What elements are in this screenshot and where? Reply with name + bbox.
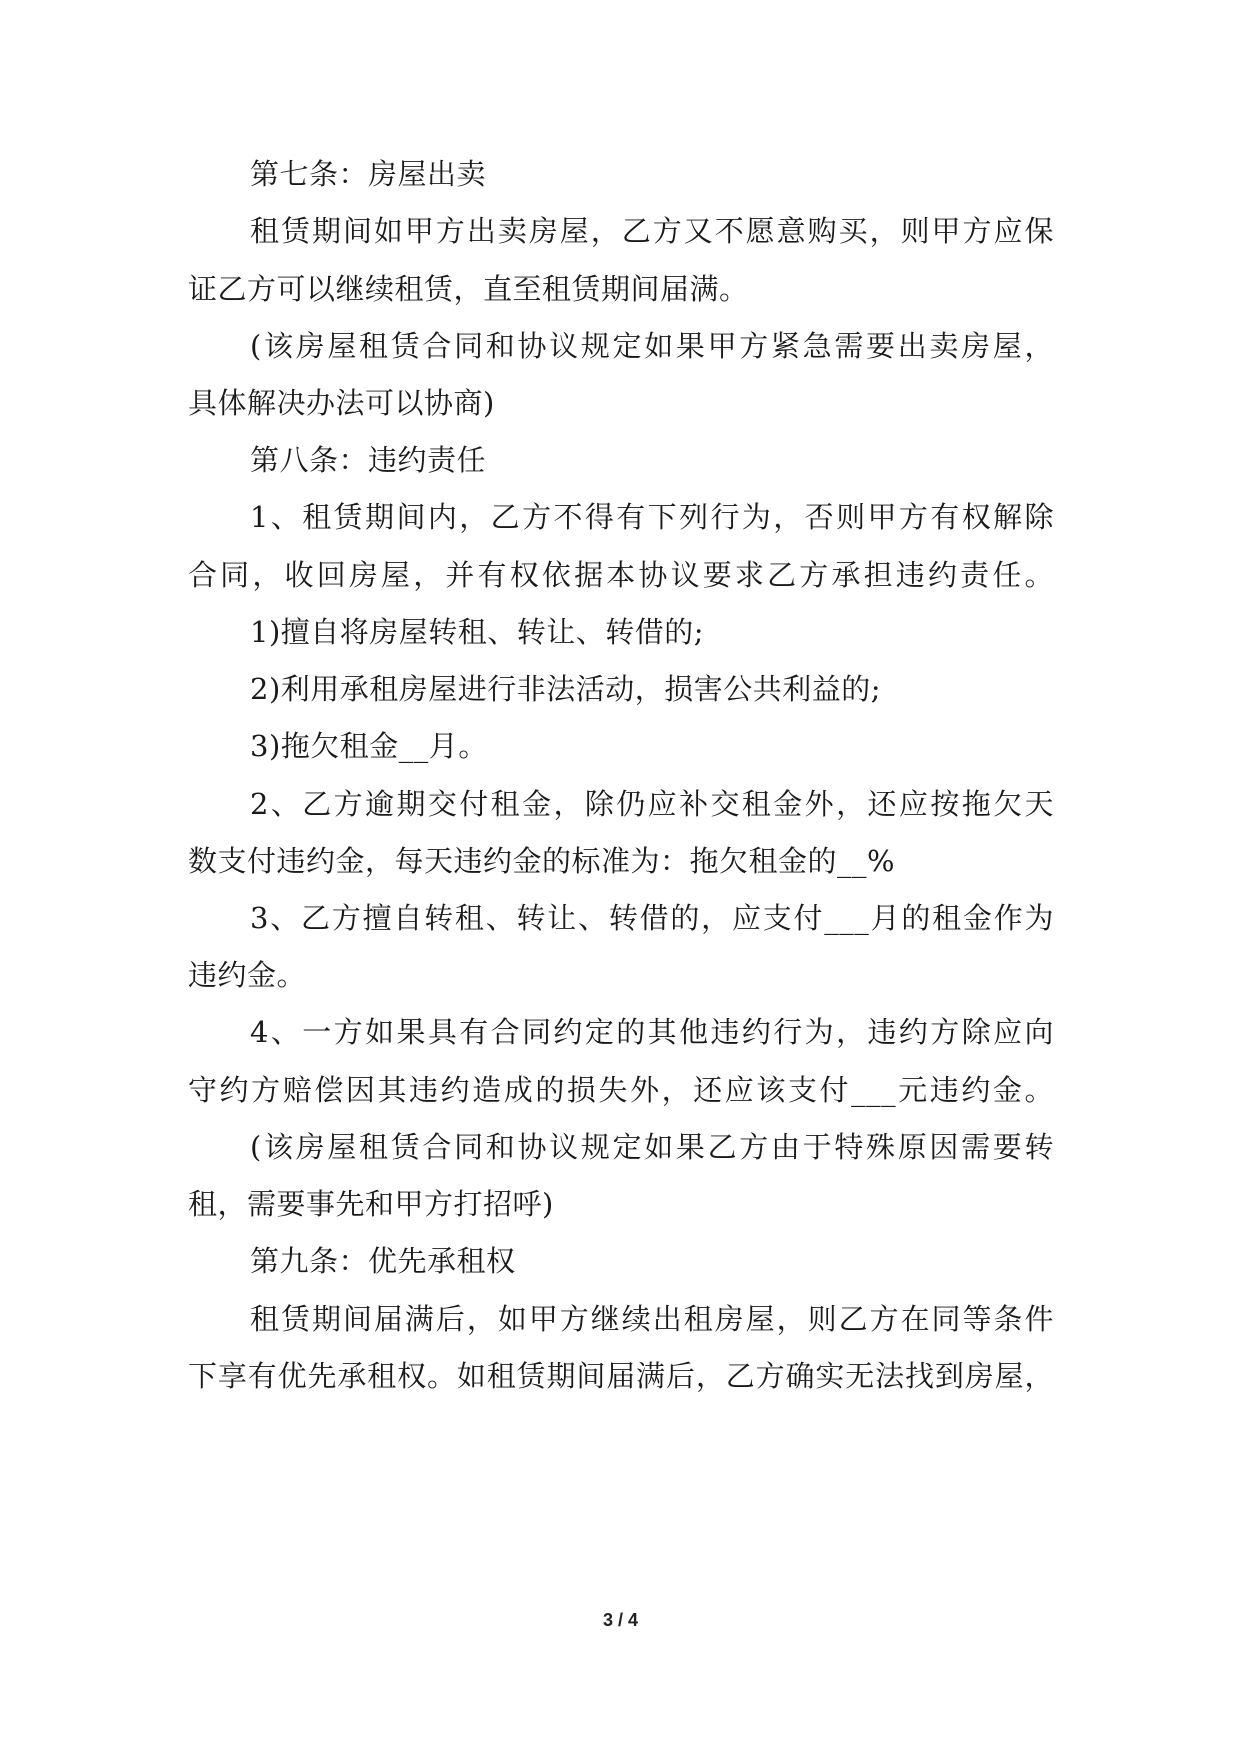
paragraph-line: 2、乙方逾期交付租金，除仍应补交租金外，还应按拖欠天 <box>250 787 1054 821</box>
paragraph-line: 合同，收回房屋，并有权依据本协议要求乙方承担违约责任。 <box>188 558 1054 592</box>
paragraph-line: 1、租赁期间内，乙方不得有下列行为，否则甲方有权解除 <box>250 500 1054 534</box>
list-item: 2)利用承租房屋进行非法活动，损害公共利益的; <box>250 672 882 706</box>
paragraph-line: 租，需要事先和甲方打招呼) <box>188 1187 554 1221</box>
list-item: 1)擅自将房屋转租、转让、转借的; <box>250 615 705 649</box>
paragraph-line: 守约方赔偿因其违约造成的损失外，还应该支付___元违约金。 <box>188 1073 1054 1107</box>
paragraph-line: 证乙方可以继续租赁，直至租赁期间届满。 <box>188 272 749 306</box>
paragraph-line: 违约金。 <box>188 958 307 992</box>
paragraph-line: 具体解决办法可以协商) <box>188 386 495 420</box>
article-7-heading: 第七条：房屋出卖 <box>250 157 487 191</box>
paragraph-line: 下享有优先承租权。如租赁期间届满后，乙方确实无法找到房屋， <box>188 1359 1054 1393</box>
page-number: 3 / 4 <box>602 1610 639 1630</box>
paragraph-line: 4、一方如果具有合同约定的其他违约行为，违约方除应向 <box>250 1015 1054 1049</box>
paragraph-line: 租赁期间届满后，如甲方继续出租房屋，则乙方在同等条件 <box>250 1302 1054 1336</box>
paragraph-line: 数支付违约金，每天违约金的标准为：拖欠租金的__% <box>188 844 896 878</box>
paragraph-line: (该房屋租赁合同和协议规定如果甲方紧急需要出卖房屋， <box>250 329 1054 363</box>
paragraph-line: (该房屋租赁合同和协议规定如果乙方由于特殊原因需要转 <box>250 1130 1054 1164</box>
list-item: 3)拖欠租金__月。 <box>250 729 488 763</box>
article-9-heading: 第九条：优先承租权 <box>250 1244 516 1278</box>
article-8-heading: 第八条：违约责任 <box>250 443 487 477</box>
paragraph-line: 租赁期间如甲方出卖房屋，乙方又不愿意购买，则甲方应保 <box>250 214 1054 248</box>
paragraph-line: 3、乙方擅自转租、转让、转借的，应支付___月的租金作为 <box>250 901 1054 935</box>
